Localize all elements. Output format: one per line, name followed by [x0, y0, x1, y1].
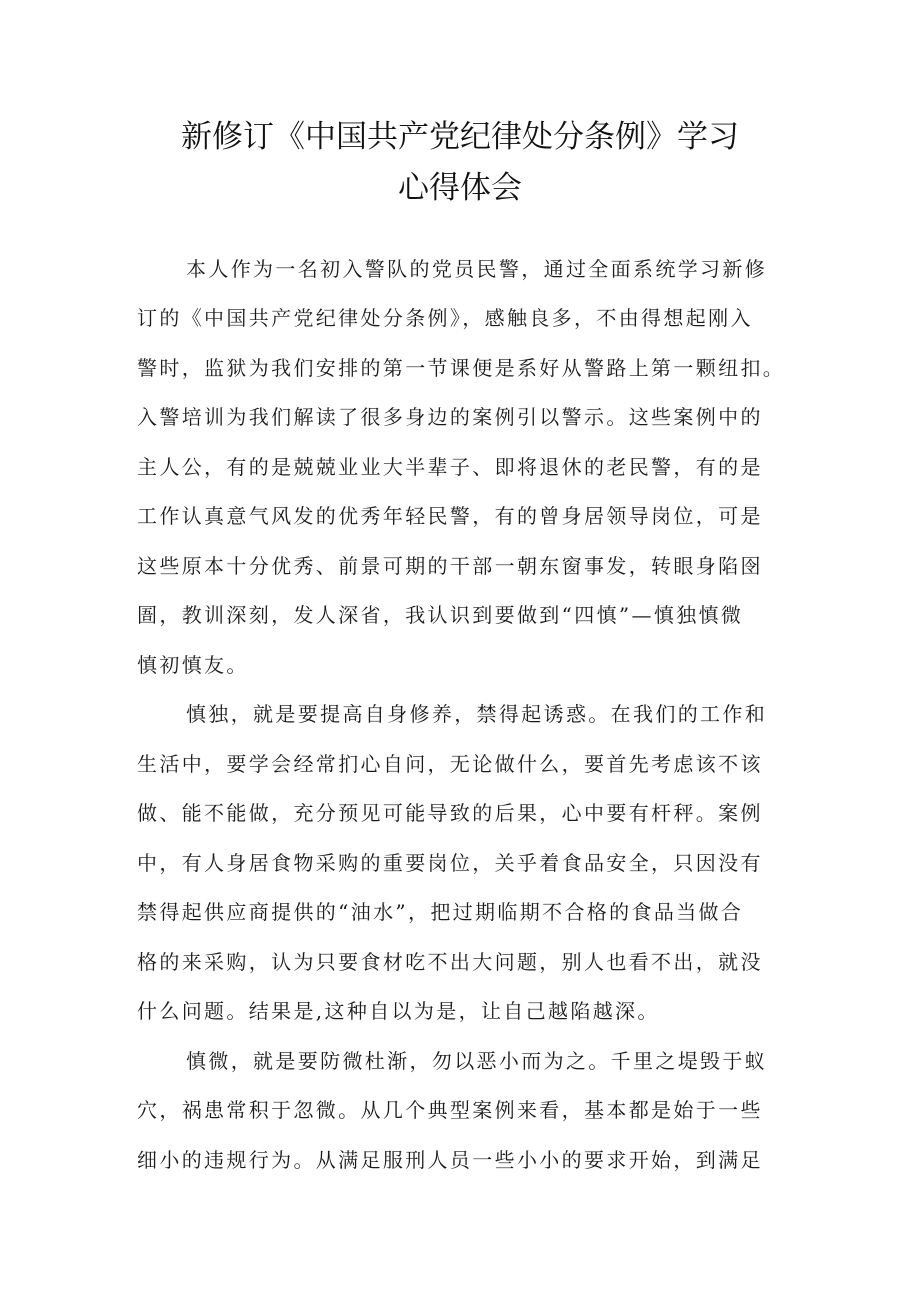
- paragraph-2-line-4: 中，有人身居食物采购的重要岗位，关乎着食品安全，只因没有: [137, 851, 763, 875]
- paragraph-2-line-1: 慎独，就是要提高自身修养，禁得起诱惑。在我们的工作和: [186, 702, 768, 726]
- paragraph-1-line-1: 本人作为一名初入警队的党员民警，通过全面系统学习新修: [186, 257, 768, 281]
- paragraph-1-line-9: 慎初慎友。: [137, 653, 249, 677]
- paragraph-3-line-1: 慎微，就是要防微杜渐，勿以恶小而为之。千里之堤毁于蚁: [186, 1049, 768, 1073]
- paragraph-1-line-8: 圄，教训深刻，发人深省，我认识到要做到“四慎”—慎独慎微: [137, 603, 744, 627]
- paragraph-1-line-7: 这些原本十分优秀、前景可期的干部一朝东窗事发，转眼身陷囹: [137, 554, 763, 578]
- paragraph-2-line-6: 格的来采购，认为只要食材吃不出大问题，别人也看不出，就没: [137, 950, 763, 974]
- paragraph-3-line-3: 细小的违规行为。从满足服刑人员一些小小的要求开始，到满足: [137, 1148, 763, 1172]
- paragraph-1-line-4: 入警培训为我们解读了很多身边的案例引以警示。这些案例中的: [137, 405, 763, 429]
- paragraph-1-line-6: 工作认真意气风发的优秀年轻民警，有的曾身居领导岗位，可是: [137, 504, 763, 528]
- paragraph-3-line-2: 穴，祸患常积于忽微。从几个典型案例来看，基本都是始于一些: [137, 1098, 763, 1122]
- paragraph-2-line-7: 什么问题。结果是,这种自以为是，让自己越陷越深。: [137, 999, 660, 1023]
- paragraph-1-line-2: 订的《中国共产党纪律处分条例》，感触良多，不由得想起刚入: [137, 306, 753, 330]
- paragraph-2-line-2: 生活中，要学会经常扪心自问，无论做什么，要首先考虑该不该: [137, 752, 763, 776]
- paragraph-2-line-3: 做、能不能做，充分预见可能导致的后果，心中要有杆秤。案例: [137, 801, 763, 825]
- document-title-line-2: 心得体会: [398, 170, 522, 206]
- paragraph-2-line-5: 禁得起供应商提供的“油水”，把过期临期不合格的食品当做合: [137, 900, 744, 924]
- document-title-line-1: 新修订《中国共产党纪律处分条例》学习: [181, 119, 739, 155]
- paragraph-1-line-5: 主人公，有的是兢兢业业大半辈子、即将退休的老民警，有的是: [137, 455, 763, 479]
- paragraph-1-line-3: 警时，监狱为我们安排的第一节课便是系好从警路上第一颗纽扣。: [137, 356, 786, 380]
